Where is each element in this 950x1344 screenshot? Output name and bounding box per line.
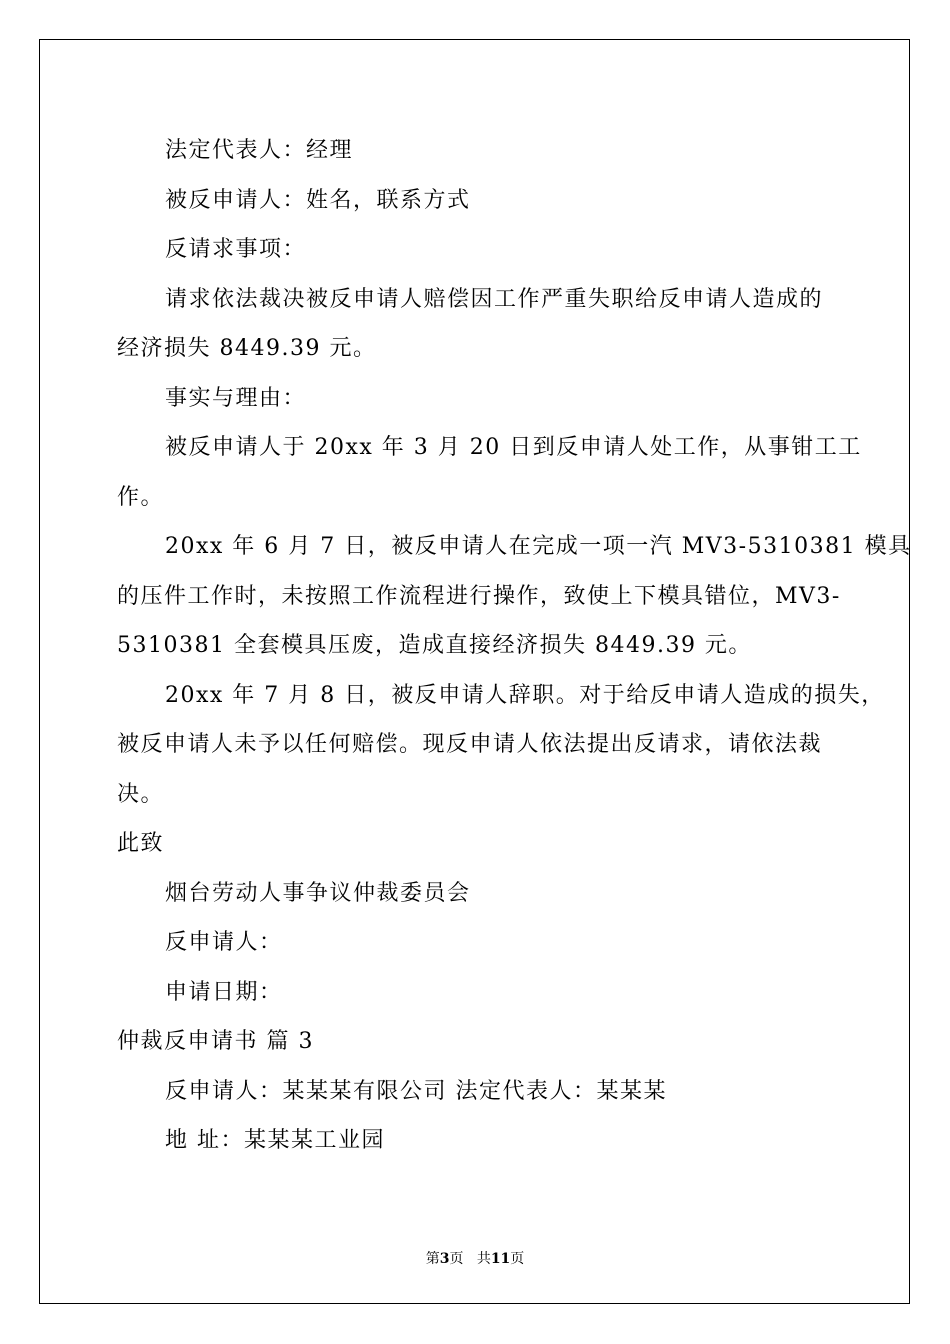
- applicant-signature-line: 反申请人：: [165, 930, 283, 955]
- page-prefix: 第: [425, 1251, 440, 1267]
- total-suffix: 页: [510, 1251, 525, 1267]
- document-body: [117, 126, 912, 1166]
- counterclaim-text-line-1: 请求依法裁决被反申请人赔偿因工作严重失职给反申请人造成的: [165, 286, 824, 312]
- facts-paragraph-2-line-2: 的压件工作时，未按照工作流程进行操作，致使上下模具错位，MV3-: [117, 583, 841, 609]
- counterclaim-heading: 反请求事项：: [165, 237, 307, 262]
- facts-paragraph-1-line-1: 被反申请人于 20xx 年 3 月 20 日到反申请人处工作，从事钳工工: [165, 435, 862, 460]
- page-number: 3: [439, 1251, 450, 1267]
- section-title: 仲裁反申请书 篇 3: [117, 1029, 314, 1054]
- applicant-company-line: 反申请人：某某某有限公司 法定代表人：某某某: [165, 1078, 667, 1104]
- facts-heading: 事实与理由：: [165, 385, 307, 411]
- facts-paragraph-1-line-2: 作。: [117, 484, 165, 510]
- salutation: 此致: [117, 831, 165, 856]
- facts-paragraph-2-line-1: 20xx 年 6 月 7 日，被反申请人在完成一项一汽 MV3-5310381 模具: [165, 534, 912, 559]
- facts-paragraph-3-line-3: 决。: [117, 781, 165, 807]
- facts-paragraph-2-line-3: 5310381 全套模具压废，造成直接经济损失 8449.39 元。: [117, 633, 752, 658]
- total-pages: 11: [490, 1251, 511, 1267]
- addressee: 烟台劳动人事争议仲裁委员会: [165, 880, 471, 906]
- address-line: 地 址：某某某工业园: [165, 1128, 385, 1153]
- facts-paragraph-3-line-1: 20xx 年 7 月 8 日，被反申请人辞职。对于给反申请人造成的损失，: [165, 682, 885, 708]
- page-footer: [0, 1250, 950, 1268]
- total-prefix: 共: [476, 1251, 491, 1267]
- page-suffix: 页: [449, 1251, 464, 1267]
- facts-paragraph-3-line-2: 被反申请人未予以任何赔偿。现反申请人依法提出反请求，请依法裁: [117, 732, 823, 757]
- legal-representative-line: 法定代表人：经理: [165, 138, 354, 163]
- application-date-line: 申请日期：: [165, 979, 283, 1005]
- respondent-line: 被反申请人：姓名，联系方式: [165, 187, 471, 213]
- counterclaim-text-line-2: 经济损失 8449.39 元。: [117, 336, 377, 361]
